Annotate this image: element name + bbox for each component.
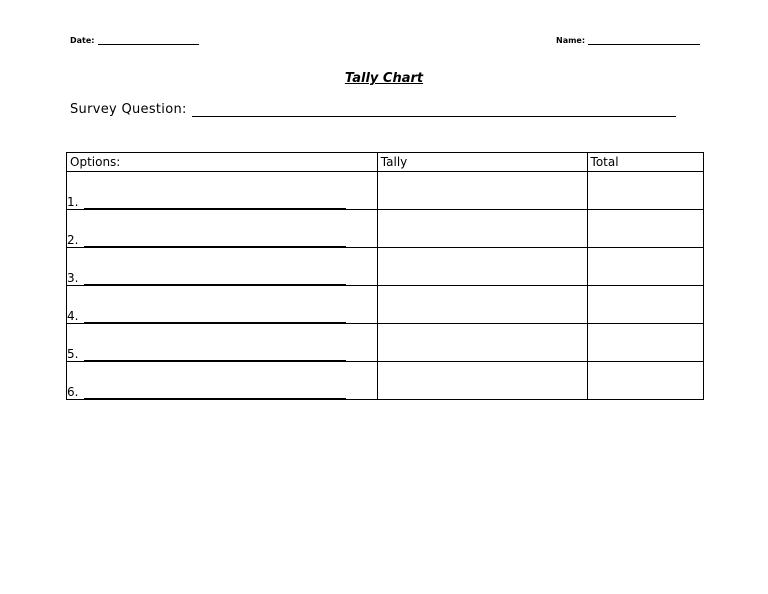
table-row <box>67 248 704 286</box>
column-header-options: Options: <box>67 153 378 172</box>
survey-question-blank-line[interactable] <box>192 102 676 117</box>
option-number: 1. <box>67 195 79 209</box>
table-row <box>67 172 704 210</box>
page-title-text: Tally Chart <box>344 71 424 86</box>
date-field[interactable] <box>70 35 199 45</box>
total-cell[interactable] <box>587 248 703 286</box>
page-title <box>0 71 768 86</box>
total-cell[interactable] <box>587 286 703 324</box>
total-cell[interactable] <box>587 324 703 362</box>
table-row <box>67 210 704 248</box>
option-blank-line[interactable] <box>84 272 346 285</box>
tally-table <box>66 152 704 400</box>
option-cell[interactable] <box>67 248 378 286</box>
option-cell[interactable] <box>67 324 378 362</box>
date-blank-line[interactable] <box>98 35 199 45</box>
table-row <box>67 286 704 324</box>
tally-cell[interactable] <box>377 172 587 210</box>
option-cell[interactable] <box>67 210 378 248</box>
table-row <box>67 362 704 400</box>
option-number: 6. <box>67 385 79 399</box>
tally-cell[interactable] <box>377 286 587 324</box>
option-number: 3. <box>67 271 79 285</box>
option-cell[interactable] <box>67 172 378 210</box>
option-cell[interactable] <box>67 362 378 400</box>
option-number: 5. <box>67 347 79 361</box>
total-cell[interactable] <box>587 172 703 210</box>
survey-question-field[interactable] <box>70 102 676 117</box>
survey-question-label: Survey Question: <box>70 102 187 117</box>
total-cell[interactable] <box>587 210 703 248</box>
tally-cell[interactable] <box>377 210 587 248</box>
option-blank-line[interactable] <box>84 196 346 209</box>
option-blank-line[interactable] <box>84 386 346 399</box>
tally-cell[interactable] <box>377 362 587 400</box>
name-blank-line[interactable] <box>588 35 700 45</box>
column-header-tally: Tally <box>377 153 587 172</box>
option-number: 4. <box>67 309 79 323</box>
tally-cell[interactable] <box>377 324 587 362</box>
date-label: Date: <box>70 36 95 45</box>
table-row <box>67 324 704 362</box>
name-label: Name: <box>556 36 586 45</box>
option-blank-line[interactable] <box>84 310 346 323</box>
option-blank-line[interactable] <box>84 348 346 361</box>
column-header-total: Total <box>587 153 703 172</box>
table-header-row <box>67 153 704 172</box>
name-field[interactable] <box>556 35 700 45</box>
total-cell[interactable] <box>587 362 703 400</box>
tally-cell[interactable] <box>377 248 587 286</box>
option-number: 2. <box>67 233 79 247</box>
option-blank-line[interactable] <box>84 234 346 247</box>
option-cell[interactable] <box>67 286 378 324</box>
